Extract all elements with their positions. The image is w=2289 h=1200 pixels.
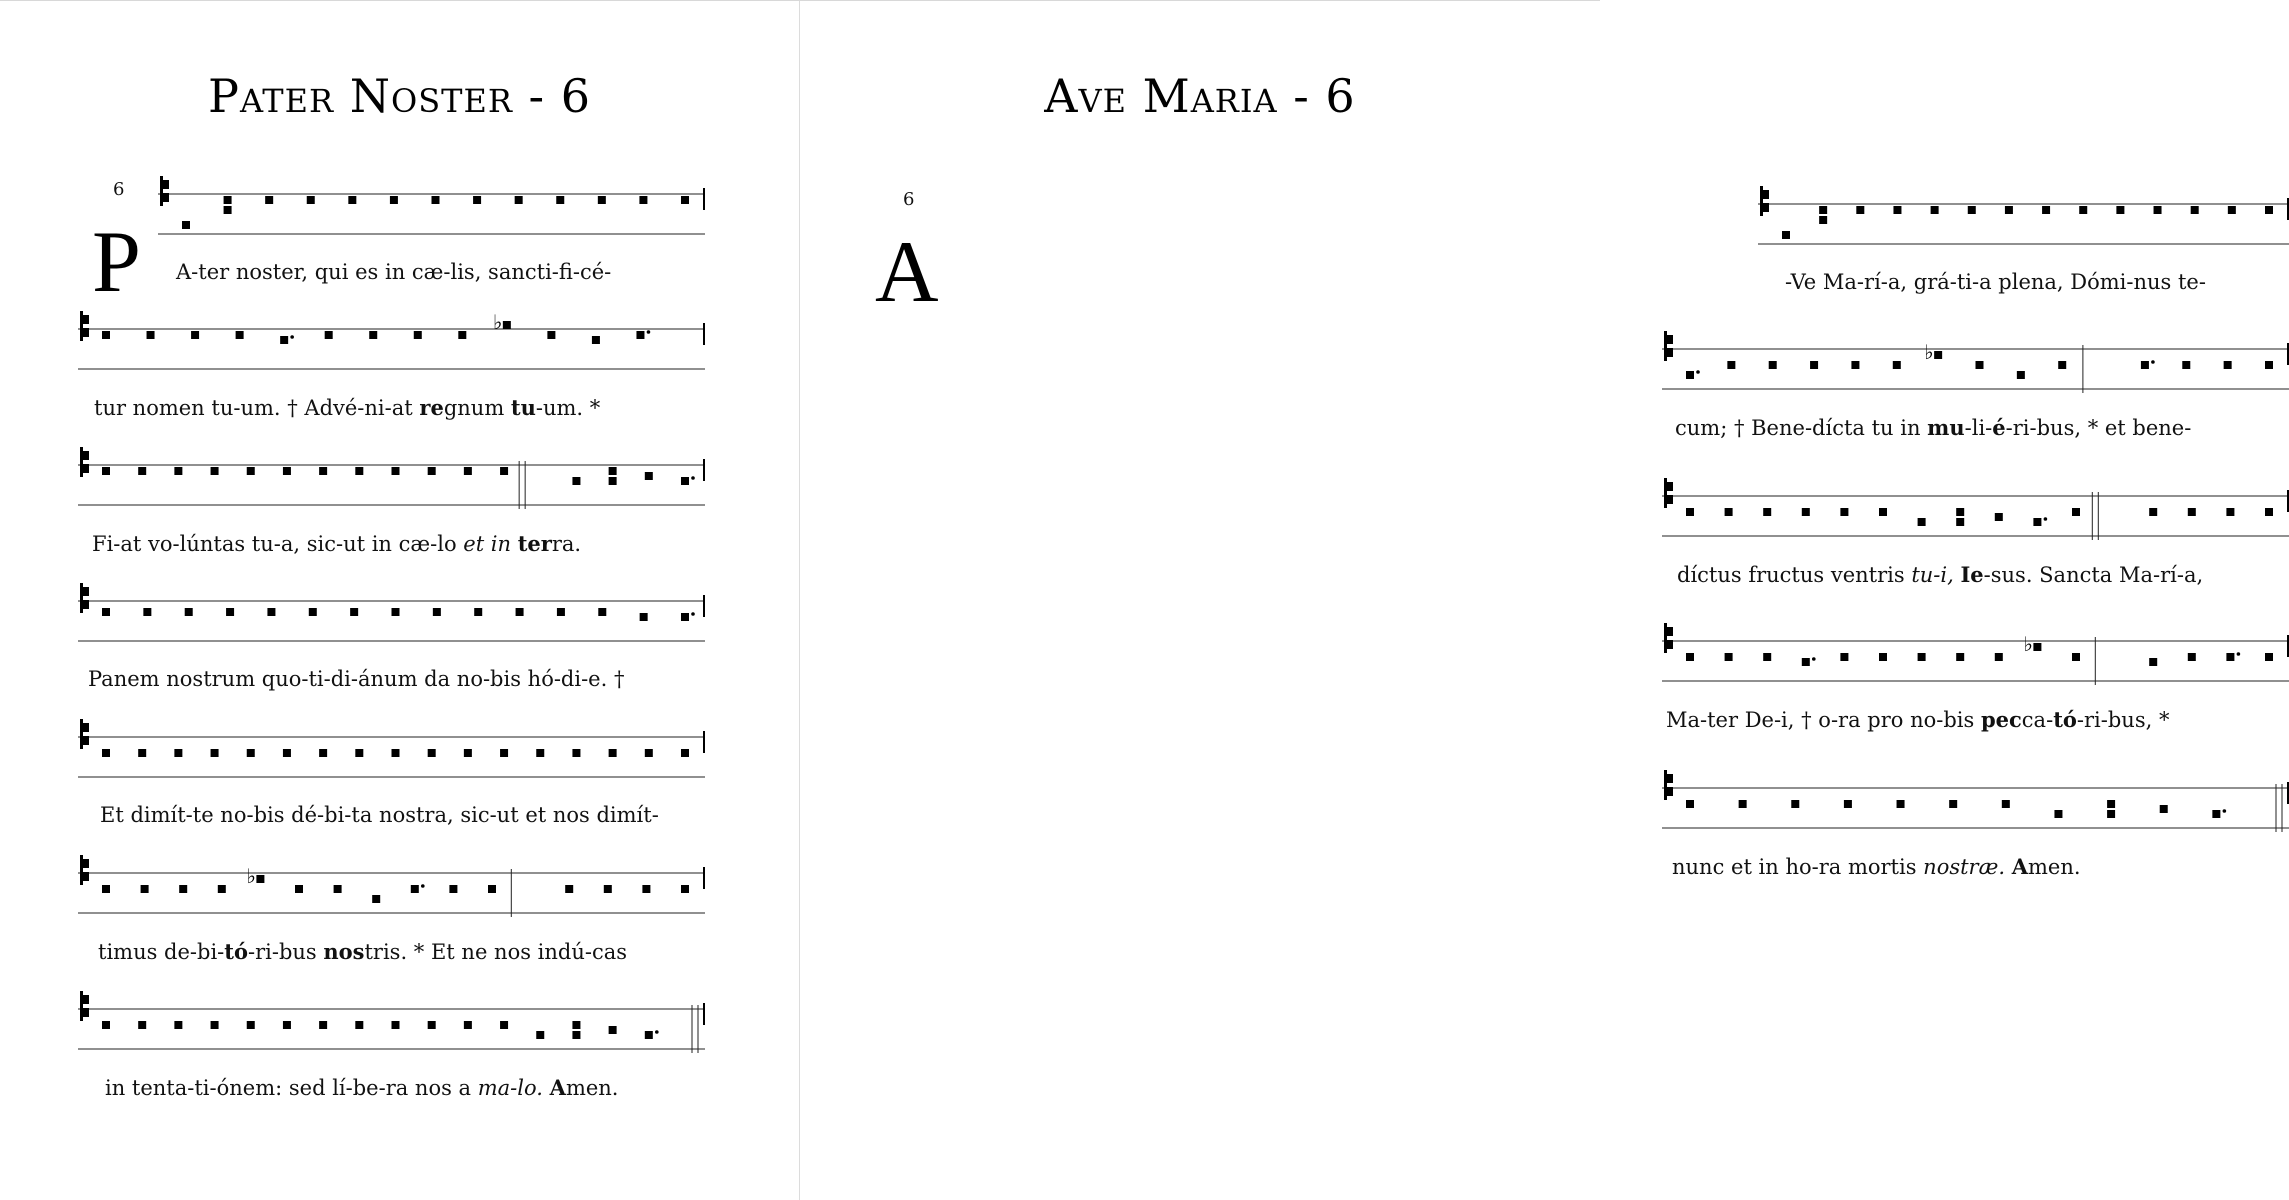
lyric-line bbox=[1672, 854, 2081, 879]
neume-note bbox=[598, 608, 606, 616]
neume-note bbox=[1819, 206, 1827, 224]
lyric-line bbox=[98, 939, 627, 964]
neume-note bbox=[218, 885, 226, 893]
neume-note bbox=[247, 1021, 255, 1029]
neume-note bbox=[547, 331, 555, 339]
neume-note bbox=[319, 749, 327, 757]
neume-note bbox=[283, 1021, 291, 1029]
neume-note bbox=[283, 749, 291, 757]
neume-note bbox=[1956, 508, 1964, 526]
neume-note bbox=[1763, 508, 1771, 516]
neume-note bbox=[2054, 810, 2062, 818]
neume-note bbox=[2228, 206, 2236, 214]
staff-system bbox=[78, 447, 705, 517]
lyric-syllable: ter bbox=[517, 531, 552, 556]
staff-system bbox=[78, 583, 705, 653]
lyric-line bbox=[1785, 270, 2206, 294]
neume-note bbox=[309, 608, 317, 616]
neume-note bbox=[226, 608, 234, 616]
neume-note bbox=[1763, 653, 1771, 661]
neume-note bbox=[191, 331, 199, 339]
lyric-line bbox=[1677, 562, 2203, 587]
lyric-syllable: tu bbox=[510, 395, 536, 420]
neume-note bbox=[645, 472, 653, 480]
neume-note bbox=[1956, 653, 1964, 661]
lyric-syllable: Ie bbox=[1960, 562, 1984, 587]
neume-note bbox=[428, 749, 436, 757]
neume-note bbox=[681, 885, 689, 893]
lyric-syllable: ca- bbox=[2021, 708, 2054, 732]
neume-note bbox=[2023, 632, 2041, 656]
neume-note bbox=[1686, 508, 1694, 516]
clef-icon bbox=[1664, 770, 1673, 800]
lyric-line bbox=[94, 395, 600, 420]
neume-note bbox=[102, 608, 110, 616]
lyric-line bbox=[176, 260, 611, 284]
neume-note bbox=[138, 467, 146, 475]
neume-note bbox=[1879, 508, 1887, 516]
custos-mark bbox=[703, 595, 705, 617]
neume-note bbox=[174, 1021, 182, 1029]
lyric-line bbox=[105, 1075, 618, 1100]
neume-note bbox=[2265, 361, 2273, 369]
svg-text:♭: ♭ bbox=[492, 310, 503, 334]
neume-note bbox=[392, 608, 400, 616]
lyric-line bbox=[92, 531, 581, 556]
mode-number: 6 bbox=[903, 189, 915, 210]
neume-note bbox=[2042, 206, 2050, 214]
neume-note bbox=[464, 467, 472, 475]
neume-note bbox=[1791, 800, 1799, 808]
neume-note bbox=[515, 196, 523, 204]
page-title: Ave Maria - 6 bbox=[1044, 69, 1356, 123]
neume-note bbox=[295, 885, 303, 893]
lyric-syllable: A-ter noster, qui es in cæ-lis, sancti-fi-cé- bbox=[176, 260, 612, 284]
neume-note bbox=[224, 196, 232, 214]
clef-icon bbox=[80, 855, 89, 885]
neume-note bbox=[645, 749, 653, 757]
neume-note bbox=[1686, 653, 1694, 661]
neume-note bbox=[2188, 508, 2196, 516]
neume-note bbox=[2072, 508, 2080, 516]
lyric-syllable: A bbox=[549, 1075, 566, 1100]
neume-note bbox=[640, 613, 648, 621]
neume-note bbox=[449, 885, 457, 893]
neume-note bbox=[102, 1021, 110, 1029]
neume-note bbox=[390, 196, 398, 204]
neume-note bbox=[1840, 653, 1848, 661]
initial-letter: P bbox=[92, 214, 141, 311]
neume-note bbox=[428, 467, 436, 475]
neume-note bbox=[432, 196, 440, 204]
neume-note bbox=[488, 885, 496, 893]
neume-note bbox=[138, 1021, 146, 1029]
neume-note bbox=[265, 196, 273, 204]
lyric-syllable: A bbox=[2011, 854, 2028, 879]
neume-note bbox=[681, 612, 695, 621]
neume-note bbox=[143, 608, 151, 616]
neume-note bbox=[102, 467, 110, 475]
clef-icon bbox=[80, 447, 89, 477]
neume-note bbox=[247, 467, 255, 475]
lyric-syllable: men. bbox=[2028, 855, 2081, 879]
lyric-syllable: Panem nostrum quo-ti-di-ánum da no-bis hó-di-e. † bbox=[88, 667, 625, 691]
lyric-syllable: in tenta-ti-ónem: sed lí-be-ra nos a bbox=[105, 1076, 478, 1100]
lyric-syllable bbox=[543, 1076, 550, 1100]
neume-note bbox=[2188, 653, 2196, 661]
neume-note bbox=[2224, 361, 2232, 369]
neume-note bbox=[1802, 508, 1810, 516]
neume-note bbox=[211, 1021, 219, 1029]
neume-note bbox=[1995, 513, 2003, 521]
neume-note bbox=[592, 336, 600, 344]
staff-system bbox=[1758, 186, 2289, 256]
neume-note bbox=[334, 885, 342, 893]
neume-note bbox=[1918, 653, 1926, 661]
neume-note bbox=[1897, 800, 1905, 808]
clef-icon bbox=[80, 719, 89, 749]
neume-note bbox=[636, 330, 650, 339]
lyric-syllable: -sus. Sancta Ma-rí-a, bbox=[1983, 563, 2204, 587]
staff-system bbox=[1662, 331, 2289, 401]
neume-note bbox=[500, 1021, 508, 1029]
lyric-syllable: mu bbox=[1927, 415, 1965, 440]
lyric-syllable: -Ve Ma-rí-a, grá-ti-a plena, Dómi-nus te- bbox=[1785, 270, 2206, 294]
neume-note bbox=[1851, 361, 1859, 369]
neume-note bbox=[2005, 206, 2013, 214]
lyric-syllable: gnum bbox=[443, 396, 511, 420]
neume-note bbox=[280, 335, 294, 344]
neume-note bbox=[2212, 809, 2226, 818]
neume-note bbox=[1840, 508, 1848, 516]
neume-note bbox=[141, 885, 149, 893]
neume-note bbox=[179, 885, 187, 893]
neume-note bbox=[2191, 206, 2199, 214]
page-ave-maria bbox=[800, 1, 2206, 1200]
neume-note bbox=[2149, 508, 2157, 516]
lyric-syllable: cum; † Bene-dícta tu in bbox=[1675, 416, 1928, 440]
neume-note bbox=[2141, 360, 2155, 369]
neume-note bbox=[2017, 371, 2025, 379]
neume-note bbox=[2265, 653, 2273, 661]
clef-icon bbox=[80, 991, 89, 1021]
neume-note bbox=[392, 749, 400, 757]
neume-note bbox=[681, 476, 695, 485]
staff-system bbox=[1662, 770, 2289, 840]
neume-note bbox=[174, 749, 182, 757]
svg-text:♭: ♭ bbox=[2023, 632, 2033, 656]
neume-note bbox=[392, 467, 400, 475]
neume-note bbox=[2079, 206, 2087, 214]
lyric-syllable: tu-i, bbox=[1911, 563, 1954, 587]
neume-note bbox=[348, 196, 356, 204]
neume-note bbox=[267, 608, 275, 616]
neume-note bbox=[1995, 653, 2003, 661]
clef-icon bbox=[1664, 478, 1673, 508]
neume-note bbox=[572, 749, 580, 757]
page-pater-noster bbox=[0, 1, 799, 1200]
lyric-syllable: Fi-at vo-lúntas tu-a, sic-ut in cæ-lo bbox=[92, 532, 464, 556]
neume-note bbox=[319, 1021, 327, 1029]
neume-note bbox=[473, 196, 481, 204]
neume-note bbox=[645, 1030, 659, 1039]
neume-note bbox=[372, 895, 380, 903]
neume-note bbox=[464, 749, 472, 757]
neume-note bbox=[1810, 361, 1818, 369]
neume-note bbox=[609, 467, 617, 485]
neume-note bbox=[236, 331, 244, 339]
neume-note bbox=[565, 885, 573, 893]
staff-system bbox=[78, 991, 705, 1061]
clef-icon bbox=[1664, 623, 1673, 653]
neume-note bbox=[1976, 361, 1984, 369]
staff-system bbox=[1662, 478, 2289, 548]
neume-note bbox=[2116, 206, 2124, 214]
lyric-line bbox=[1666, 707, 2169, 732]
lyric-syllable: men. bbox=[565, 1076, 619, 1100]
staff-system bbox=[1662, 623, 2289, 693]
neume-note bbox=[1924, 340, 1942, 364]
lyric-syllable: nunc et in ho-ra mortis bbox=[1672, 855, 1924, 879]
neume-note bbox=[2265, 508, 2273, 516]
neume-note bbox=[681, 196, 689, 204]
neume-note bbox=[1968, 206, 1976, 214]
lyric-line bbox=[88, 667, 624, 691]
neume-note bbox=[1893, 361, 1901, 369]
neume-note bbox=[609, 1026, 617, 1034]
neume-note bbox=[2226, 652, 2240, 661]
staff-system bbox=[158, 176, 705, 246]
neume-note bbox=[2226, 508, 2234, 516]
neume-note bbox=[350, 608, 358, 616]
neume-note bbox=[138, 749, 146, 757]
neume-note bbox=[598, 196, 606, 204]
lyric-syllable: timus de-bi- bbox=[98, 940, 225, 964]
neume-note bbox=[1739, 800, 1747, 808]
neume-note bbox=[211, 749, 219, 757]
neume-note bbox=[1725, 508, 1733, 516]
lyric-line bbox=[1675, 415, 2191, 440]
neume-note bbox=[307, 196, 315, 204]
neume-note bbox=[556, 196, 564, 204]
clef-icon bbox=[80, 583, 89, 613]
neume-note bbox=[681, 749, 689, 757]
neume-note bbox=[247, 749, 255, 757]
neume-note bbox=[185, 608, 193, 616]
lyric-syllable: é bbox=[1992, 415, 2006, 440]
neume-note bbox=[1931, 206, 1939, 214]
neume-note bbox=[1725, 653, 1733, 661]
lyric-syllable: -um. * bbox=[535, 396, 601, 420]
neume-note bbox=[639, 196, 647, 204]
svg-text:♭: ♭ bbox=[246, 864, 256, 888]
custos-mark bbox=[703, 459, 705, 481]
neume-note bbox=[1844, 800, 1852, 808]
neume-note bbox=[2107, 800, 2115, 818]
neume-note bbox=[516, 608, 524, 616]
lyric-syllable: tris. * Et ne nos indú-cas bbox=[364, 940, 628, 964]
neume-note bbox=[572, 477, 580, 485]
lyric-syllable: pec bbox=[1980, 707, 2022, 732]
neume-note bbox=[536, 749, 544, 757]
neume-note bbox=[500, 467, 508, 475]
neume-note bbox=[604, 885, 612, 893]
staff-system bbox=[78, 855, 705, 925]
neume-note bbox=[1727, 361, 1735, 369]
neume-note bbox=[1686, 370, 1700, 379]
lyric-syllable: Et dimít-te no-bis dé-bi-ta nostra, sic-ut et nos dimít- bbox=[100, 803, 659, 827]
neume-note bbox=[500, 749, 508, 757]
neume-note bbox=[474, 608, 482, 616]
neume-note bbox=[2058, 361, 2066, 369]
neume-note bbox=[1782, 231, 1790, 239]
neume-note bbox=[102, 749, 110, 757]
neume-note bbox=[2182, 361, 2190, 369]
neume-note bbox=[536, 1031, 544, 1039]
neume-note bbox=[182, 221, 190, 229]
staff-system bbox=[78, 719, 705, 789]
clef-icon bbox=[1760, 186, 1769, 216]
neume-note bbox=[1769, 361, 1777, 369]
neume-note bbox=[355, 467, 363, 475]
neume-note bbox=[319, 467, 327, 475]
neume-note bbox=[1686, 800, 1694, 808]
custos-mark bbox=[703, 731, 705, 753]
neume-note bbox=[174, 467, 182, 475]
lyric-syllable: et in bbox=[463, 532, 518, 556]
neume-note bbox=[609, 749, 617, 757]
neume-note bbox=[1893, 206, 1901, 214]
lyric-syllable: -li- bbox=[1964, 416, 1993, 440]
neume-note bbox=[283, 467, 291, 475]
lyric-line bbox=[100, 803, 659, 827]
staff-system bbox=[78, 311, 705, 381]
neume-note bbox=[392, 1021, 400, 1029]
neume-note bbox=[411, 884, 425, 893]
lyric-syllable: nostræ. bbox=[1923, 855, 2006, 879]
clef-icon bbox=[80, 311, 89, 341]
lyric-syllable: -ri-bus, * bbox=[2076, 708, 2170, 732]
lyric-syllable: ra. bbox=[551, 532, 582, 556]
neume-note bbox=[458, 331, 466, 339]
neume-note bbox=[414, 331, 422, 339]
lyric-syllable: tó bbox=[2053, 707, 2077, 732]
neume-note bbox=[2160, 805, 2168, 813]
lyric-syllable: re bbox=[419, 395, 444, 420]
neume-note bbox=[1918, 518, 1926, 526]
neume-note bbox=[2154, 206, 2162, 214]
neume-note bbox=[2002, 800, 2010, 808]
clef-icon bbox=[1664, 331, 1673, 361]
page-title: Pater Noster - 6 bbox=[208, 69, 591, 123]
neume-note bbox=[1879, 653, 1887, 661]
neume-note bbox=[433, 608, 441, 616]
clef-icon bbox=[160, 176, 169, 206]
neume-note bbox=[2265, 206, 2273, 214]
neume-note bbox=[246, 864, 264, 888]
neume-note bbox=[147, 331, 155, 339]
custos-mark bbox=[703, 323, 705, 345]
neume-note bbox=[1802, 657, 1816, 666]
mode-number: 6 bbox=[113, 179, 125, 200]
neume-note bbox=[2149, 658, 2157, 666]
neume-note bbox=[464, 1021, 472, 1029]
neume-note bbox=[355, 1021, 363, 1029]
neume-note bbox=[557, 608, 565, 616]
neume-note bbox=[642, 885, 650, 893]
neume-note bbox=[355, 749, 363, 757]
lyric-syllable: Ma-ter De-i, † o-ra pro no-bis bbox=[1666, 708, 1981, 732]
custos-mark bbox=[703, 867, 705, 889]
lyric-syllable: díctus fructus ventris bbox=[1677, 563, 1912, 587]
neume-note bbox=[493, 310, 511, 334]
lyric-syllable: -ri-bus, * et bene- bbox=[2005, 416, 2192, 440]
custos-mark bbox=[703, 1003, 705, 1025]
neume-note bbox=[325, 331, 333, 339]
neume-note bbox=[102, 331, 110, 339]
neume-note bbox=[102, 885, 110, 893]
custos-mark bbox=[703, 188, 705, 210]
lyric-syllable: -ri-bus bbox=[248, 940, 324, 964]
lyric-syllable: ma-lo. bbox=[477, 1076, 543, 1100]
neume-note bbox=[2033, 517, 2047, 526]
svg-text:♭: ♭ bbox=[1924, 340, 1934, 364]
neume-note bbox=[1949, 800, 1957, 808]
neume-note bbox=[1856, 206, 1864, 214]
lyric-syllable bbox=[2005, 855, 2012, 879]
lyric-syllable: nos bbox=[323, 939, 365, 964]
initial-letter: A bbox=[875, 224, 939, 321]
neume-note bbox=[2072, 653, 2080, 661]
neume-note bbox=[369, 331, 377, 339]
lyric-syllable: tó bbox=[224, 939, 248, 964]
neume-note bbox=[572, 1021, 580, 1039]
lyric-syllable: tur nomen tu-um. † Advé-ni-at bbox=[94, 396, 420, 420]
neume-note bbox=[428, 1021, 436, 1029]
neume-note bbox=[211, 467, 219, 475]
